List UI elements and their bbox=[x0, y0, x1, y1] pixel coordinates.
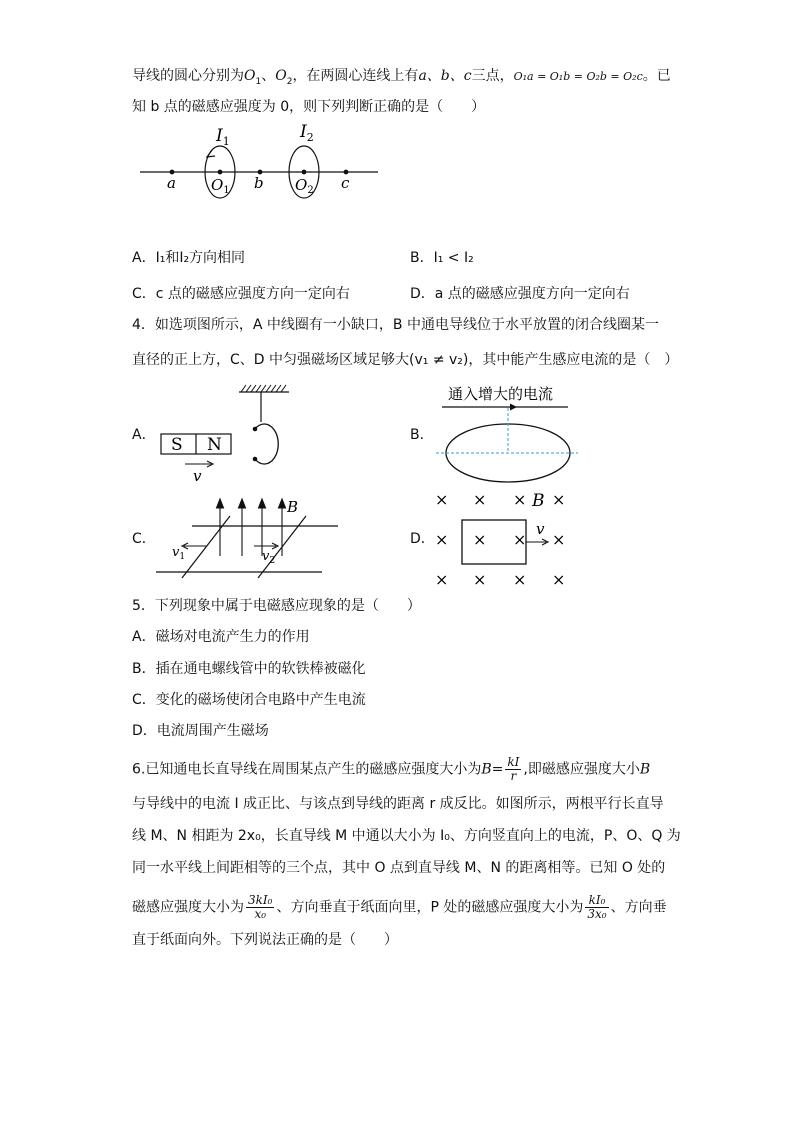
q5-stem: 5．下列现象中属于电磁感应现象的是（ ） bbox=[132, 598, 421, 614]
q6-stem-line-4: 同一水平线上间距相等的三个点，其中 O 点到直导线 M、N 的距离相等。已知 O 处的 bbox=[132, 860, 666, 876]
q5-option-c[interactable]: C．变化的磁场使闭合电路中产生电流 bbox=[132, 692, 366, 708]
label-b: b bbox=[254, 174, 264, 192]
label-v1: $v_1$ bbox=[172, 545, 186, 562]
q3-o1-sub: 1 bbox=[255, 76, 262, 87]
label-v2: $v_2$ bbox=[262, 549, 276, 566]
q4-figure-a bbox=[155, 384, 295, 484]
label-o1: $O_1$ bbox=[211, 176, 230, 196]
q4-figure-b bbox=[430, 380, 590, 490]
q3-stem-line-2: 知 b 点的磁感应强度为 0，则下列判断正确的是（ ） bbox=[132, 99, 486, 115]
q3-text-b: ，在两圆心连线上有 bbox=[292, 68, 419, 84]
svg-text:×: × bbox=[513, 570, 527, 589]
coil-gap-end-2 bbox=[253, 457, 258, 462]
svg-text:×: × bbox=[473, 570, 487, 589]
q3-option-b[interactable]: B．I₁ < I₂ bbox=[410, 250, 474, 266]
label-v: v bbox=[536, 520, 545, 538]
point-o1 bbox=[218, 170, 223, 175]
q3-option-c[interactable]: C．c 点的磁感应强度方向一定向右 bbox=[132, 286, 350, 302]
q3-o1: O bbox=[244, 68, 256, 84]
q4-option-c[interactable]: C． bbox=[132, 531, 156, 547]
q3-option-d[interactable]: D．a 点的磁感应强度方向一定向右 bbox=[410, 286, 630, 302]
q6-stem-line-1: 6.已知通电长直导线在周围某点产生的磁感应强度大小为B= $\frac{kI}{r}$ ,即磁感应强度大小B bbox=[132, 755, 651, 783]
q5-option-d[interactable]: D．电流周围产生磁场 bbox=[132, 723, 269, 739]
q3-stem-line-1 bbox=[132, 66, 671, 92]
rod-1 bbox=[182, 516, 230, 578]
label-c: c bbox=[341, 174, 350, 192]
point-o2 bbox=[302, 170, 307, 175]
label-i1: $I_1$ bbox=[216, 126, 230, 148]
q4-figure-c bbox=[150, 494, 350, 580]
q3-equation: O₁a = O₁b = O₂b = O₂c bbox=[513, 70, 643, 83]
q3-o2: O bbox=[275, 68, 287, 84]
svg-text:×: × bbox=[435, 490, 449, 509]
svg-text:×: × bbox=[513, 530, 527, 549]
ceiling-hatch bbox=[241, 385, 286, 392]
figure-b-caption: 通入增大的电流 bbox=[448, 385, 554, 403]
svg-text:×: × bbox=[552, 490, 566, 509]
q4-option-d[interactable]: D． bbox=[410, 531, 435, 547]
q4-option-a[interactable]: A． bbox=[132, 427, 156, 443]
q6-symbol-b: B bbox=[481, 761, 492, 778]
q6-stem-line-5: 磁感应强度大小为 $\frac{\text{3kI₀}}{\text{x₀}}$ 、方向垂直于纸面向里，P 处的磁感应强度大小为 $\frac{\text{kI₀}}{\text{3x₀}}$ 、方向垂 bbox=[132, 893, 667, 921]
label-b: B bbox=[532, 491, 545, 511]
svg-text:×: × bbox=[435, 570, 449, 589]
svg-text:×: × bbox=[552, 530, 566, 549]
coil-gap-end-1 bbox=[253, 427, 258, 432]
svg-text:×: × bbox=[513, 490, 527, 509]
label-i2: $I_2$ bbox=[300, 122, 314, 144]
q3-text-d: 。已 bbox=[642, 68, 671, 84]
label-a: a bbox=[167, 174, 176, 192]
open-coil bbox=[255, 424, 278, 464]
current-arrow-icon bbox=[207, 150, 215, 157]
q6-stem-line-3: 线 M、N 相距为 2x₀，长直导线 M 中通以大小为 I₀、方向竖直向上的电流，P、O、Q 为 bbox=[132, 828, 681, 844]
label-v: v bbox=[193, 467, 202, 484]
q3-sep: 、 bbox=[261, 68, 276, 84]
q6-stem-line-6: 直于纸面向外。下列说法正确的是（ ） bbox=[132, 932, 398, 948]
q3-figure bbox=[130, 122, 390, 202]
q5-option-b[interactable]: B．插在通电螺线管中的软铁棒被磁化 bbox=[132, 661, 366, 677]
q3-o2-sub: 2 bbox=[286, 76, 293, 87]
q3-option-a[interactable]: A．I₁和I₂方向相同 bbox=[132, 250, 246, 266]
magnet-n: N bbox=[207, 435, 222, 455]
q4-stem-line-1: 4．如选项图所示，A 中线圈有一小缺口，B 中通电导线位于水平放置的闭合线圈某一 bbox=[132, 317, 659, 333]
b-field-crosses bbox=[435, 490, 565, 589]
q4-stem-line-2: 直径的正上方，C、D 中匀强磁场区域足够大(v₁ ≠ v₂)，其中能产生感应电流的是（ ） bbox=[132, 352, 679, 368]
q6-formula-b: $\frac{kI}{r}$ bbox=[507, 755, 520, 783]
magnet-s: S bbox=[171, 435, 183, 455]
q5-option-a[interactable]: A．磁场对电流产生力的作用 bbox=[132, 629, 310, 645]
svg-text:×: × bbox=[473, 530, 487, 549]
current-arrow-icon bbox=[510, 404, 517, 411]
label-o2: $O_2$ bbox=[295, 176, 314, 196]
svg-text:×: × bbox=[552, 570, 566, 589]
q4-figure-d bbox=[430, 486, 580, 590]
q4-option-b[interactable]: B． bbox=[410, 427, 434, 443]
q3-points: a、b、c bbox=[418, 68, 472, 84]
q3-text-c: 三点， bbox=[471, 68, 514, 84]
svg-text:×: × bbox=[473, 490, 487, 509]
q6-stem-line-2: 与导线中的电流 I 成正比、与该点到导线的距离 r 成反比。如图所示，两根平行长直导 bbox=[132, 796, 664, 812]
q6-fraction-o: $\frac{\text{3kI₀}}{\text{x₀}}$ bbox=[248, 893, 273, 921]
svg-text:×: × bbox=[435, 530, 449, 549]
label-b: B bbox=[287, 498, 299, 516]
q3-text-a: 导线的圆心分别为 bbox=[132, 68, 244, 84]
q6-fraction-p: $\frac{\text{kI₀}}{\text{3x₀}}$ bbox=[587, 893, 607, 921]
